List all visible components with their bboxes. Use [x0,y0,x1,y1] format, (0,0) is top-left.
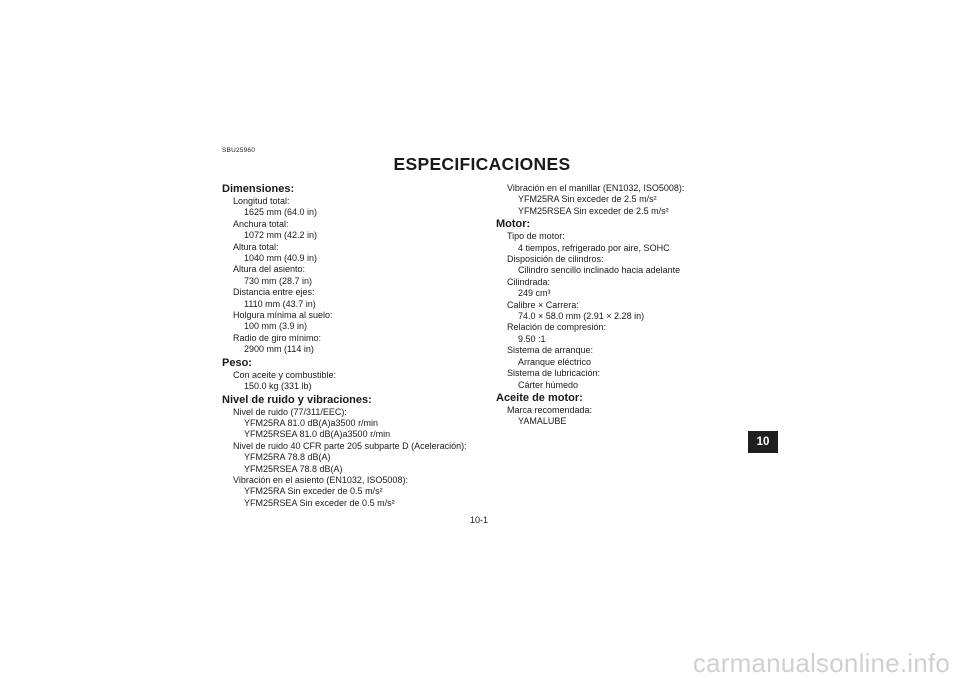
spec-label: Disposición de cilindros: [507,254,604,265]
spec-value: 150.0 kg (331 lb) [244,381,312,392]
spec-value: 4 tiempos, refrigerado por aire, SOHC [518,242,670,253]
chapter-tab: 10 [748,431,778,453]
spec-value: YFM25RA Sin exceder de 0.5 m/s² [244,486,383,497]
spec-value: 9.50 :1 [518,333,546,344]
spec-label: Con aceite y combustible: [233,369,337,380]
right-column [496,183,756,428]
spec-label: Vibración en el manillar (EN1032, ISO5008): [507,183,685,193]
section-heading: Peso: [222,356,252,369]
spec-value: YFM25RA 81.0 dB(A)a3500 r/min [244,417,379,428]
spec-label: Radio de giro mínimo: [233,332,322,343]
spec-label: Relación de compresión: [507,322,607,333]
spec-label: Sistema de arranque: [507,345,594,356]
page-title: ESPECIFICACIONES [393,154,571,174]
spec-value: YFM25RSEA Sin exceder de 0.5 m/s² [244,497,395,508]
spec-value: YFM25RSEA 81.0 dB(A)a3500 r/min [244,429,391,440]
spec-label: Cilindrada: [507,276,551,287]
page-number: 10-1 [470,515,489,525]
section-heading: Nivel de ruido y vibraciones: [222,393,372,406]
spec-label: Distancia entre ejes: [233,287,315,298]
section-heading: Motor: [496,218,531,231]
spec-value: 1110 mm (43.7 in) [244,298,316,309]
spec-label: Holgura mínima al suelo: [233,310,333,321]
spec-label: Nivel de ruido 40 CFR parte 205 subparte D (Aceleración): [233,440,467,451]
left-column [222,183,492,509]
spec-value: Cilindro sencillo inclinado hacia adelante [518,265,681,276]
spec-label: Marca recomendada: [507,404,593,415]
spec-value: YFM25RSEA Sin exceder de 2.5 m/s² [518,205,669,216]
spec-label: Sistema de lubricación: [507,368,601,379]
spec-value: 1072 mm (42.2 in) [244,230,318,241]
spec-value: 1040 mm (40.9 in) [244,253,318,264]
spec-value: YFM25RA Sin exceder de 2.5 m/s² [518,194,657,205]
spec-value: YFM25RA 78.8 dB(A) [244,452,331,463]
spec-label: Anchura total: [233,218,289,229]
spec-value: YFM25RSEA 78.8 dB(A) [244,463,343,474]
spec-value: 2900 mm (114 in) [244,344,314,355]
spec-value: 74.0 × 58.0 mm (2.91 × 2.28 in) [518,311,645,322]
spec-value: 100 mm (3.9 in) [244,321,308,332]
spec-label: Longitud total: [233,196,290,206]
spec-label: Nivel de ruido (77/311/EEC): [233,406,347,417]
spec-value: 730 mm (28.7 in) [244,275,313,286]
spec-label: Altura total: [233,241,279,252]
site-watermark: carmanualsonline.info [692,648,950,678]
spec-value: YAMALUBE [518,416,567,427]
document-code: SBU25960 [222,147,256,154]
spec-label: Vibración en el asiento (EN1032, ISO5008): [233,474,408,485]
spec-label: Altura del asiento: [233,264,306,275]
spec-label: Tipo de motor: [507,231,565,242]
section-heading: Aceite de motor: [496,391,583,404]
spec-value: 1625 mm (64.0 in) [244,207,318,218]
section-heading: Dimensiones: [222,183,295,195]
spec-value: Arranque eléctrico [518,356,592,367]
spec-value: Cárter húmedo [518,379,579,390]
spec-label: Calibre × Carrera: [507,299,579,310]
spec-value: 249 cm³ [518,288,551,299]
